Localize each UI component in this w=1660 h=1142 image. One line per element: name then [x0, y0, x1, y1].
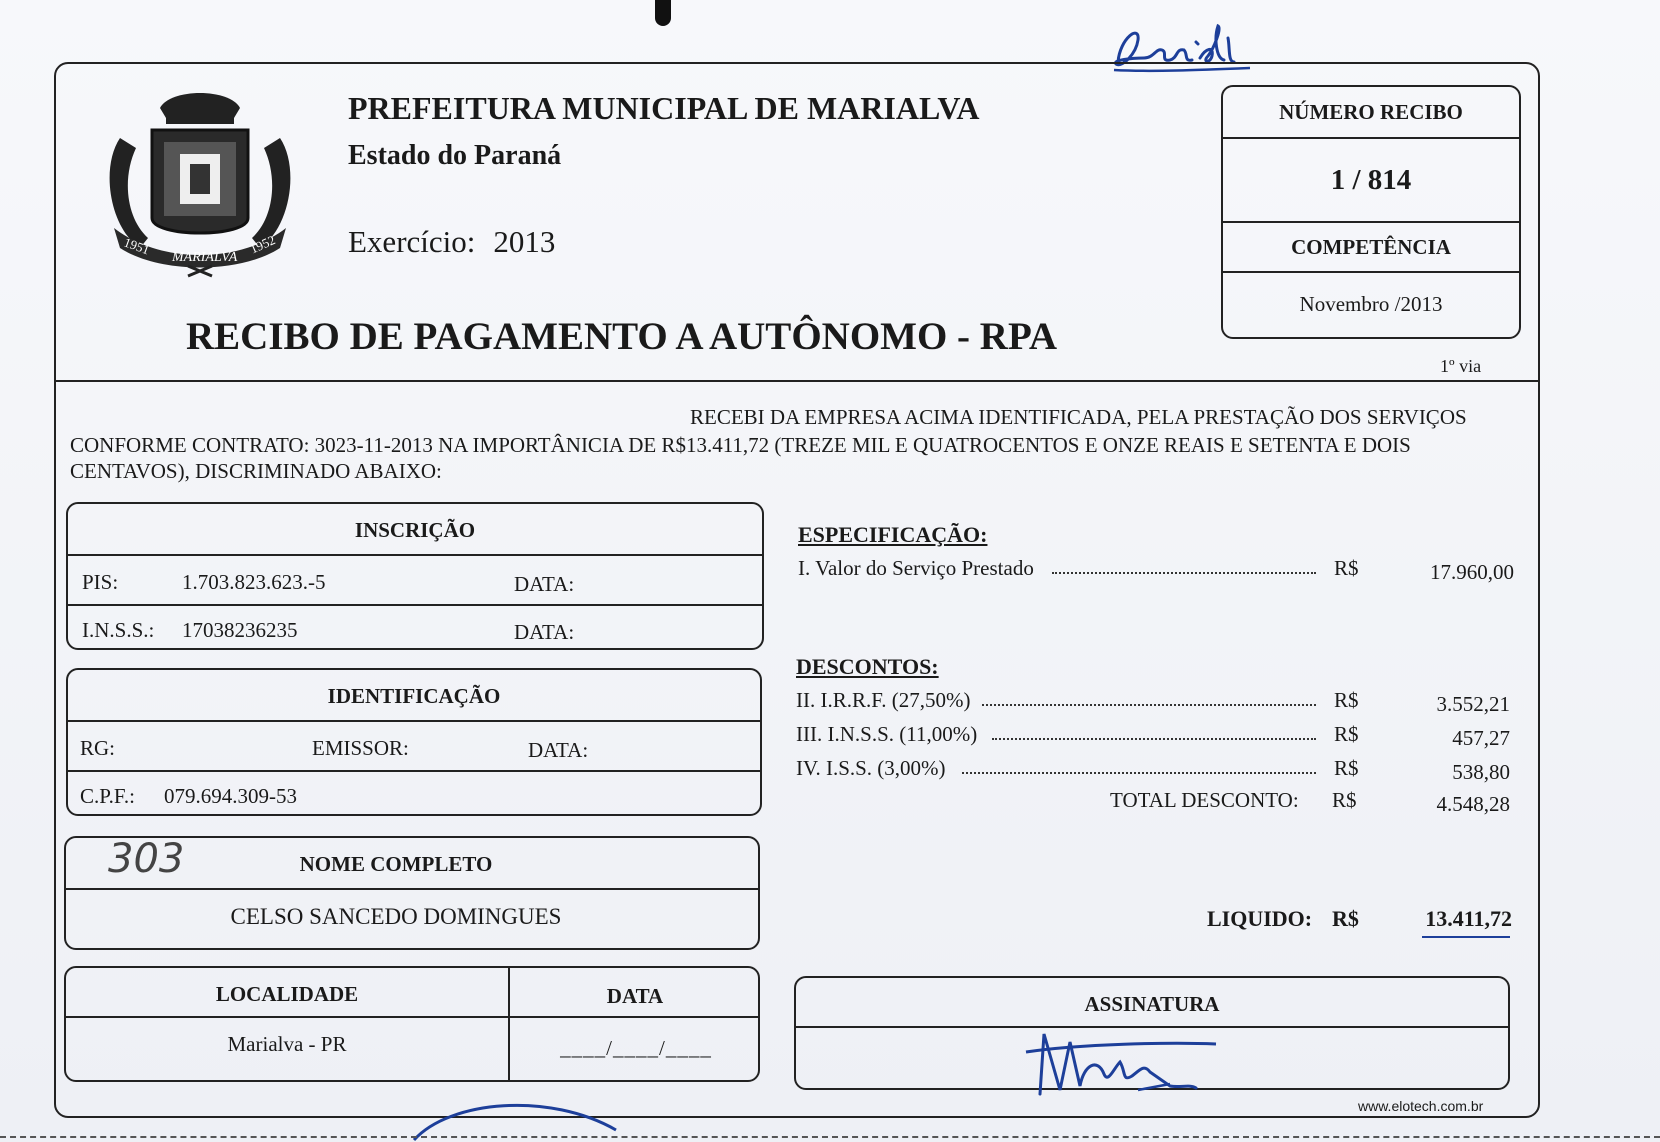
emissor-label: EMISSOR: — [312, 736, 409, 760]
pis-value: 1.703.823.623.-5 — [182, 570, 326, 594]
inss-desconto-currency: R$ — [1334, 722, 1359, 746]
total-desconto-currency: R$ — [1332, 788, 1357, 812]
perforation-line — [0, 1136, 1660, 1138]
seal-motto: MARIALVA — [172, 250, 238, 265]
pis-data-label: DATA: — [514, 572, 575, 596]
inss-desconto-label: III. I.N.S.S. (11,00%) — [796, 722, 978, 746]
handwritten-number — [106, 832, 196, 882]
intro-text-line2: CONFORME CONTRATO: 3023-11-2013 NA IMPORTÂNICIA DE R$13.411,72 (TREZE MIL E QUATROCENTOS E ONZE REAIS E SETENTA E DOIS CENTAVOS), DISCRIMINADO ABAIXO: — [70, 433, 1411, 483]
staple-mark — [655, 0, 671, 26]
via-label: 1º via — [1440, 356, 1482, 376]
numero-recibo-label: NÚMERO RECIBO — [1223, 87, 1519, 139]
rg-data-label: DATA: — [528, 738, 589, 762]
seal-year-left: 1951 — [121, 234, 152, 258]
inss-value: 17038236235 — [182, 618, 298, 642]
document-title: RECIBO DE PAGAMENTO A AUTÔNOMO - RPA — [186, 315, 1058, 358]
liquido-currency: R$ — [1332, 906, 1359, 931]
dot-leader — [992, 738, 1316, 740]
assinatura-title: ASSINATURA — [1084, 992, 1220, 1016]
inss-label: I.N.S.S.: — [82, 618, 155, 642]
inss-desconto-amount: 457,27 — [1452, 726, 1510, 750]
municipality-name: PREFEITURA MUNICIPAL DE MARIALVA — [348, 90, 980, 126]
identificacao-box — [66, 668, 762, 816]
servico-currency: R$ — [1334, 556, 1359, 580]
total-desconto-line — [796, 788, 1512, 816]
inss-row — [68, 604, 762, 650]
servico-amount: 17.960,00 — [1430, 560, 1514, 584]
cpf-row — [68, 770, 760, 816]
pis-label: PIS: — [82, 570, 119, 594]
exercicio-value: 2013 — [493, 224, 556, 259]
localidade-title: LOCALIDADE — [215, 982, 359, 1006]
coat-of-arms-icon — [100, 78, 300, 278]
iss-label: IV. I.S.S. (3,00%) — [796, 756, 946, 780]
identificacao-title: IDENTIFICAÇÃO — [327, 684, 501, 708]
exercicio-label: Exercício: — [348, 224, 476, 259]
svg-text:303: 303 — [108, 836, 185, 882]
state-name: Estado do Paraná — [348, 140, 562, 171]
desconto-iss-line — [796, 756, 1512, 784]
localidade-value: Marialva - PR — [227, 1032, 347, 1056]
seal-year-right: 1952 — [247, 232, 278, 257]
receipt-number-box — [1221, 85, 1521, 339]
iss-amount: 538,80 — [1452, 760, 1510, 784]
irrf-label: II. I.R.R.F. (27,50%) — [796, 688, 971, 712]
competencia-label: COMPETÊNCIA — [1223, 223, 1519, 273]
dot-leader — [982, 704, 1316, 706]
descontos-title: DESCONTOS: — [796, 654, 939, 679]
nome-completo-value: CELSO SANCEDO DOMINGUES — [230, 904, 562, 929]
irrf-currency: R$ — [1334, 688, 1359, 712]
dot-leader — [962, 772, 1316, 774]
rg-label: RG: — [80, 736, 116, 760]
website-footer: www.elotech.com.br — [1358, 1098, 1484, 1114]
liquido-label: LIQUIDO: — [1207, 906, 1313, 931]
page-edge-mark — [410, 1090, 620, 1142]
inscricao-box — [66, 502, 764, 650]
servico-label: I. Valor do Serviço Prestado — [798, 556, 1034, 580]
intro-text-line1: RECEBI DA EMPRESA ACIMA IDENTIFICADA, PELA PRESTAÇÃO DOS SERVIÇOS — [690, 405, 1467, 429]
exercicio — [348, 224, 555, 260]
irrf-amount: 3.552,21 — [1436, 692, 1510, 716]
localidade-box — [64, 966, 760, 1082]
nome-completo-title: NOME COMPLETO — [299, 852, 493, 876]
inscricao-title: INSCRIÇÃO — [354, 518, 476, 542]
handwritten-signature — [1020, 1024, 1220, 1096]
header-divider — [54, 380, 1540, 382]
cpf-label: C.P.F.: — [80, 784, 135, 808]
data-value: ____/____/____ — [560, 1036, 712, 1060]
data-title: DATA — [606, 984, 664, 1008]
localidade-row — [66, 1016, 758, 1082]
cpf-value: 079.694.309-53 — [164, 784, 297, 808]
dot-leader — [1052, 572, 1316, 574]
total-desconto-label: TOTAL DESCONTO: — [1110, 788, 1299, 812]
rg-row — [68, 720, 760, 770]
liquido-underline — [1422, 936, 1510, 938]
total-desconto-amount: 4.548,28 — [1436, 792, 1510, 816]
inss-data-label: DATA: — [514, 620, 575, 644]
especificacao-title: ESPECIFICAÇÃO: — [798, 522, 988, 547]
numero-recibo-value: 1 / 814 — [1223, 139, 1519, 223]
liquido-amount: 13.411,72 — [1425, 906, 1512, 931]
pis-row — [68, 554, 762, 604]
iss-currency: R$ — [1334, 756, 1359, 780]
desconto-inss-line — [796, 722, 1512, 750]
nome-row — [66, 888, 758, 950]
competencia-value: Novembro /2013 — [1299, 291, 1443, 316]
especificacao-line — [798, 556, 1514, 584]
desconto-irrf-line — [796, 688, 1512, 716]
